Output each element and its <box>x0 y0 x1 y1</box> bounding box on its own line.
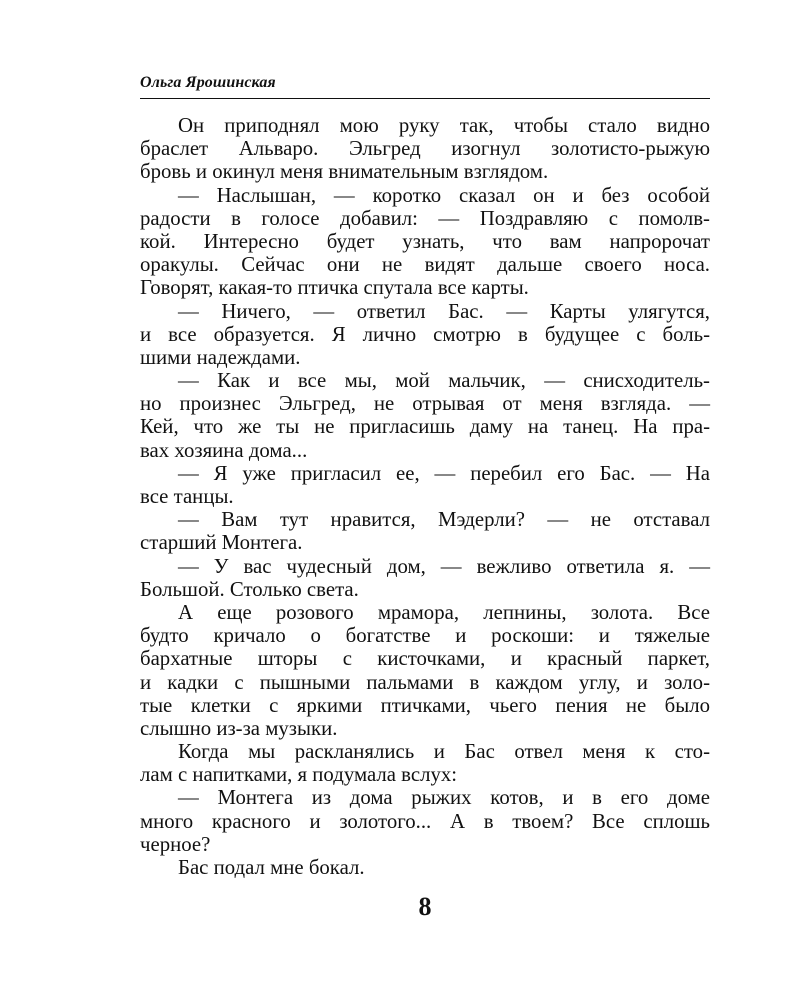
text-line: — Монтега из дома рыжих котов, и в его доме <box>178 786 710 810</box>
text-line: и кадки с пышными пальмами в каждом углу, и золо- <box>140 670 710 694</box>
text-line: оракулы. Сейчас они не видят дальше своего носа. <box>140 253 710 277</box>
text-line: слышно из-за музыки. <box>140 716 338 740</box>
text-line: бровь и окинул меня внимательным взглядом. <box>140 160 549 184</box>
text-line: — Ничего, — ответил Бас. — Карты улягутся, <box>178 299 710 323</box>
text-line: но произнес Эльгред, не отрывая от меня взгляда. — <box>140 392 710 416</box>
text-line: — Я уже пригласил ее, — перебил его Бас. — На <box>178 461 710 485</box>
text-line: — У вас чудесный дом, — вежливо ответила я. — <box>178 554 710 578</box>
text-line: Бас подал мне бокал. <box>178 856 365 879</box>
text-line: тые клетки с яркими птичками, чьего пения не было <box>140 693 710 717</box>
text-line: радости в голосе добавил: — Поздравляю с помолв- <box>140 206 710 230</box>
text-line: Кей, что же ты не пригласишь даму на танец. На пра- <box>140 415 710 439</box>
text-line: кой. Интересно будет узнать, что вам напророчат <box>140 229 710 253</box>
running-head-author: Ольга Ярошинская <box>140 74 276 91</box>
text-line: браслет Альваро. Эльгред изогнул золотисто-рыжую <box>140 137 710 161</box>
text-line: будто кричало о богатстве и роскоши: и тяжелые <box>140 624 710 648</box>
body-text <box>140 114 710 879</box>
text-line: — Как и все мы, мой мальчик, — снисходитель- <box>178 369 710 393</box>
text-line: старший Монтега. <box>140 531 303 555</box>
text-line: много красного и золотого... А в твоем? Все сплошь <box>140 809 710 833</box>
text-line: Большой. Столько света. <box>140 577 359 601</box>
text-line: А еще розового мрамора, лепнины, золота. Все <box>178 600 710 624</box>
text-line: шими надеждами. <box>140 345 301 369</box>
text-line: все танцы. <box>140 485 234 508</box>
header-rule <box>140 98 710 99</box>
page-number: 8 <box>418 892 432 921</box>
text-line: Говорят, какая-то птичка спутала все карты. <box>140 276 529 300</box>
text-line: — Вам тут нравится, Мэдерли? — не отставал <box>178 508 710 532</box>
text-line: Он приподнял мою руку так, чтобы стало видно <box>178 114 710 137</box>
text-line: и все образуется. Я лично смотрю в будущее с боль- <box>140 322 710 346</box>
text-line: бархатные шторы с кисточками, и красный паркет, <box>140 647 710 671</box>
text-line: лам с напитками, я подумала вслух: <box>140 763 458 787</box>
text-line: Когда мы раскланялись и Бас отвел меня к сто- <box>178 740 710 764</box>
text-line: черное? <box>140 832 211 856</box>
text-line: — Наслышан, — коротко сказал он и без особой <box>178 183 710 207</box>
text-line: вах хозяина дома... <box>140 438 308 462</box>
